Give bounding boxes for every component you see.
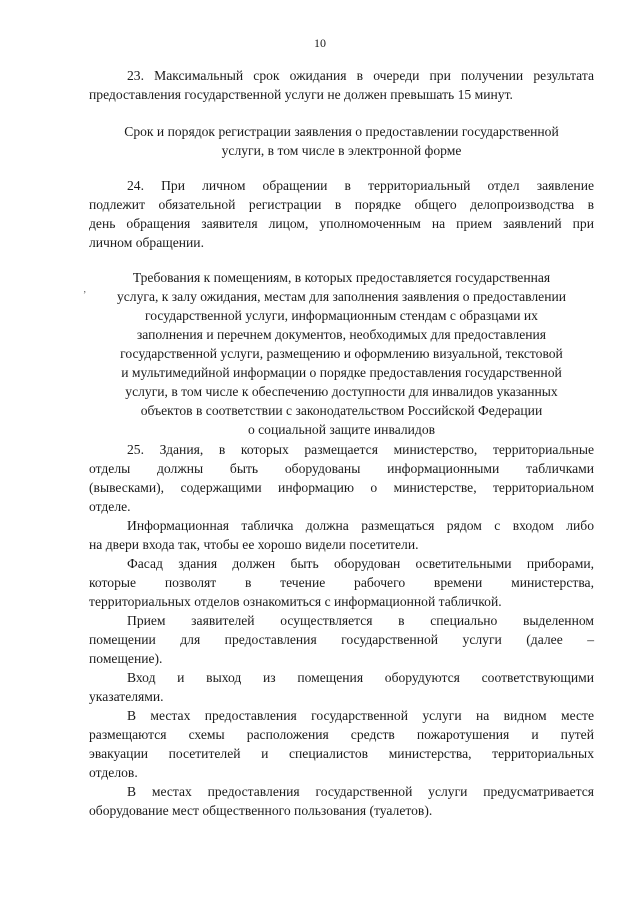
heading-line: объектов в соответствии с законодательством Российской Федерации [140,403,543,418]
text-line: размещаются схемы расположения средств пожаротушения и путей [89,727,594,742]
text-line: эвакуации посетителей и специалистов министерства, территориальных [89,746,594,761]
heading-line: услуги, в том числе в электронной форме [221,143,462,158]
paragraph-reception [89,611,594,668]
text-line: на двери входа так, чтобы ее хорошо видели посетители. [89,537,419,552]
text-line: Вход и выход из помещения оборудуются соответствующими [127,670,594,685]
text-line: Прием заявителей осуществляется в специально выделенном [127,613,594,628]
paragraph-24 [89,176,594,252]
paragraph-toilets [89,782,594,820]
heading-line: и мультимедийной информации о порядке предоставления государственной [121,365,562,380]
heading-line: о социальной защите инвалидов [247,422,436,437]
text-line: день обращения заявителя лицом, уполномоченным на прием заявлений при [89,216,594,231]
section-heading-registration [89,122,594,160]
text-line: отделы должны быть оборудованы информационными табличками [89,461,594,476]
heading-line: государственной услуги, размещению и оформлению визуальной, текстовой [120,346,563,361]
text-line: В местах предоставления государственной услуги предусматривается [127,784,594,799]
heading-line: государственной услуги, информационным стендам с образцами их [145,308,538,323]
text-line: отделов. [89,765,138,780]
text-line: отделе. [89,499,131,514]
text-line: Фасад здания должен быть оборудован осветительными приборами, [127,556,594,571]
heading-line: Срок и порядок регистрации заявления о предоставлении государственной [124,124,559,139]
text-line: личном обращении. [89,235,204,250]
text-line: 24. При личном обращении в территориальный отдел заявление [127,178,594,193]
text-line: оборудование мест общественного пользования (туалетов). [89,803,433,818]
heading-line: Требования к помещениям, в которых предоставляется государственная [132,270,551,285]
text-line: Информационная табличка должна размещаться рядом с входом либо [127,518,594,533]
text-line: территориальных отделов ознакомиться с информационной табличкой. [89,594,502,609]
text-line: 25. Здания, в которых размещается министерство, территориальные [127,442,594,457]
heading-line: услуга, к залу ожидания, местам для заполнения заявления о предоставлении [116,289,567,304]
text-line: предоставления государственной услуги не должен превышать 15 минут. [89,87,513,102]
section-heading-requirements [89,268,594,439]
paragraph-23 [89,66,594,104]
margin-mark: ʼ [83,290,87,301]
text-line: В местах предоставления государственной услуги на видном месте [127,708,594,723]
text-line: которые позволят в течение рабочего времени министерства, [89,575,594,590]
text-line: 23. Максимальный срок ожидания в очереди при получении результата [127,68,594,83]
text-line: указателями. [89,689,164,704]
paragraph-sign [89,516,594,554]
paragraph-fire-evacuation [89,706,594,782]
text-line: (вывесками), содержащими информацию о министерстве, территориальном [89,480,594,495]
text-line: подлежит обязательной регистрации в порядке общего делопроизводства в [89,197,594,212]
paragraph-25 [89,440,594,516]
heading-line: заполнения и перечнем документов, необходимых для предоставления [136,327,547,342]
heading-line: услуги, в том числе к обеспечению доступности для инвалидов указанных [125,384,558,399]
paragraph-entrance [89,668,594,706]
text-line: помещение). [89,651,163,666]
paragraph-facade [89,554,594,611]
text-line: помещении для предоставления государственной услуги (далее – [89,632,594,647]
page-number: 10 [314,36,326,50]
